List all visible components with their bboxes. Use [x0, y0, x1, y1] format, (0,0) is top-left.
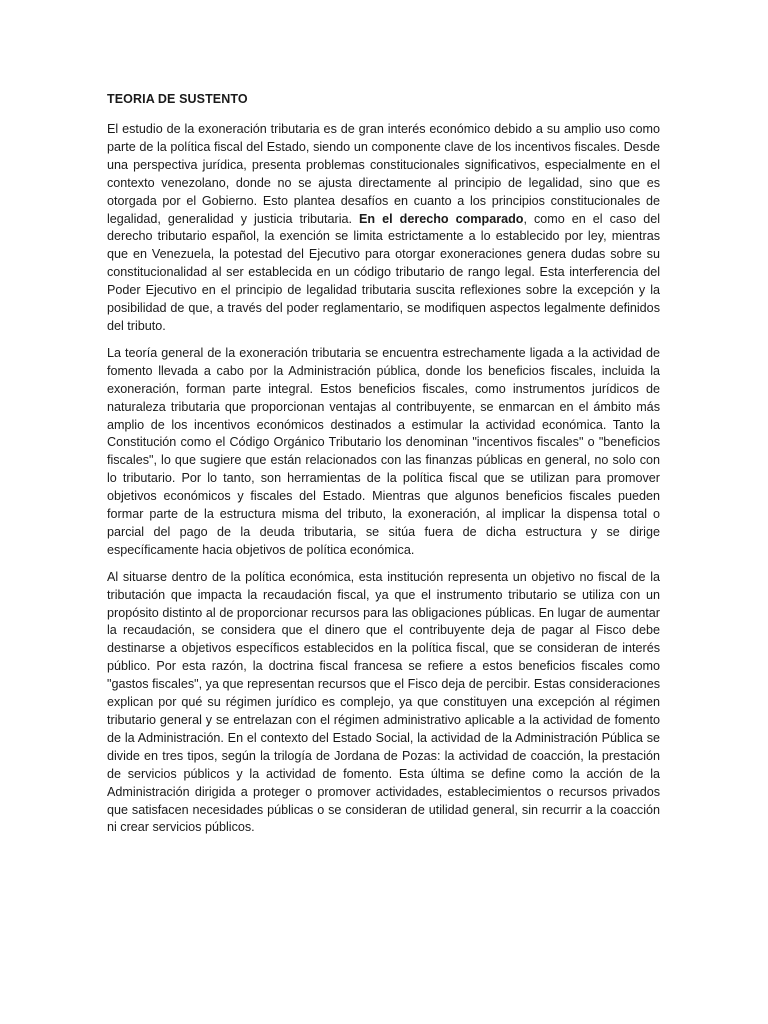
paragraph-1: [107, 121, 660, 336]
paragraph-1-text-a: El estudio de la exoneración tributaria es de gran interés económico debido a su amplio uso como parte de la política fiscal del Estado, siendo un componente clave de los incentivos fiscales. Desde una perspectiva jurídica, presenta problemas constitucionales significativos, especialmente en el contexto venezolano, donde no se ajusta directamente al principio de legalidad, sino que es otorgada por el Gobierno. Esto plantea desafíos en cuanto a los principios constitucionales de legalidad, generalidad y justicia tributaria.: [107, 122, 660, 226]
paragraph-1-text-b: , como en el caso del derecho tributario español, la exención se limita estrictamente a lo establecido por ley, mientras que en Venezuela, la potestad del Ejecutivo para otorgar exoneraciones genera dudas sobre su constitucionalidad al ser establecida en un código tributario de rango legal. Esta interferencia del Poder Ejecutivo en el principio de legalidad tributaria suscita reflexiones sobre la excepción y la posibilidad de que, a través del poder reglamentario, se modifiquen aspectos legalmente definidos del tributo.: [107, 211, 661, 333]
paragraph-1-bold-phrase: En el derecho comparado: [359, 211, 524, 226]
document-page: [107, 90, 660, 846]
document-title: TEORIA DE SUSTENTO: [107, 92, 248, 106]
paragraph-2: La teoría general de la exoneración tributaria se encuentra estrechamente ligada a la actividad de fomento llevada a cabo por la Administración pública, donde los beneficios fiscales, incluida la exoneración, forman parte integral. Estos beneficios fiscales, como instrumentos jurídicos de naturaleza tributaria que proporcionan ventajas al contribuyente, se enmarcan en el ámbito más amplio de los incentivos económicos destinados a estimular la actividad económica. Tanto la Constitución como el Código Orgánico Tributario los denominan "incentivos fiscales" o "beneficios fiscales", lo que sugiere que están relacionados con las finanzas públicas en general, no solo con lo tributario. Por lo tanto, son herramientas de la política fiscal que se utilizan para promover objetivos económicos y fiscales del Estado. Mientras que algunos beneficios fiscales pueden formar parte de la estructura misma del tributo, la exoneración, al implicar la dispensa total o parcial del pago de la deuda tributaria, se sitúa fuera de dicha estructura y se dirige específicamente hacia objetivos de política económica.: [107, 345, 660, 557]
paragraph-3: Al situarse dentro de la política económica, esta institución representa un objetivo no fiscal de la tributación que impacta la recaudación fiscal, ya que el instrumento tributario se utiliza con un propósito distinto al de proporcionar recursos para las obligaciones públicas. En lugar de aumentar la recaudación, se considera que el dinero que el contribuyente deja de pagar al Fisco debe destinarse a objetivos específicos establecidos en la política fiscal, que se consideran de interés público. Por esta razón, la doctrina fiscal francesa se refiere a estos beneficios fiscales como "gastos fiscales", ya que representan recursos que el Fisco deja de percibir. Estas consideraciones explican por qué su régimen jurídico es complejo, ya que constituyen una excepción al régimen tributario general y se entrelazan con el régimen administrativo aplicable a la actividad de fomento de la Administración. En el contexto del Estado Social, la actividad de la Administración Pública se divide en tres tipos, según la trilogía de Jordana de Pozas: la actividad de coacción, la prestación de servicios públicos y la actividad de fomento. Esta última se define como la acción de la Administración dirigida a proteger o promover actividades, establecimientos o recursos privados que satisfacen necesidades públicas o se consideran de utilidad general, sin recurrir a la coacción ni crear servicios públicos.: [107, 569, 660, 835]
